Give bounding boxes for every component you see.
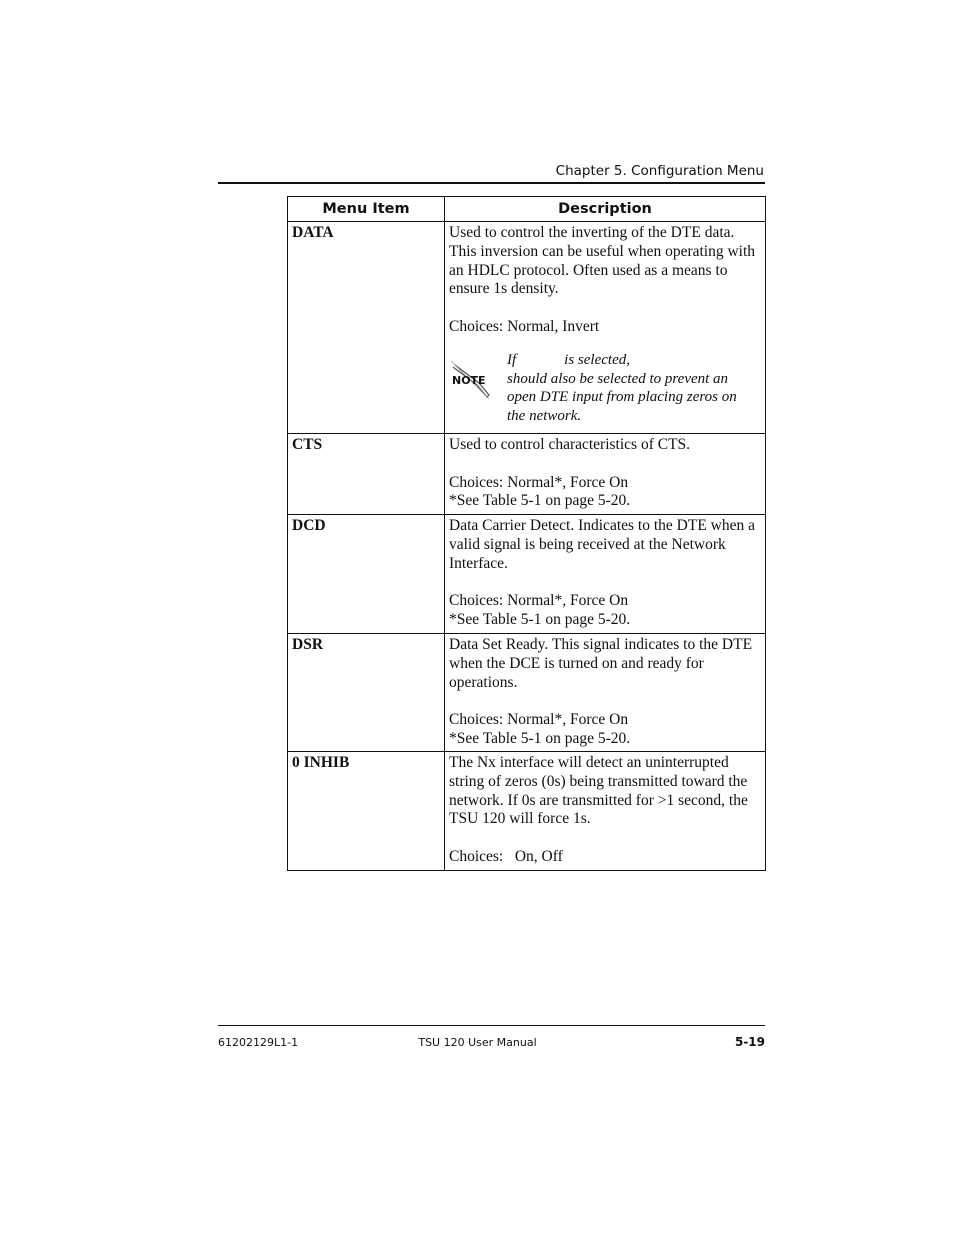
note-box [449,351,761,428]
table-row [288,752,766,871]
menu-item-dsr: DSR [288,634,445,752]
menu-item-dcd: DCD [288,515,445,634]
note-text: If is selected, should also be selected to prevent an open DTE input from placing zeros on the network. [507,351,737,425]
choices-text: Choices: On, Off [449,847,563,865]
description-cell [445,752,766,871]
footer-rule [218,1025,765,1026]
footnote-text: *See Table 5-1 on page 5-20. [449,729,631,747]
table-header-row [288,197,766,222]
choices-text: Choices: Normal*, Force On [449,592,629,610]
table-row [288,634,766,752]
footnote-text: *See Table 5-1 on page 5-20. [449,492,631,510]
footnote-text: *See Table 5-1 on page 5-20. [449,610,631,628]
menu-table [287,196,766,871]
description-cell [445,515,766,634]
description-cell [445,222,766,434]
table-row [288,222,766,434]
manual-title: TSU 120 User Manual [418,1036,537,1049]
description-cell [445,634,766,752]
description-text: Data Carrier Detect. Indicates to the DTE when a valid signal is being received at the Network Interface. [449,517,755,572]
menu-item-cts: CTS [288,434,445,515]
chapter-header: Chapter 5. Configuration Menu [555,163,764,179]
choices-text: Choices: Normal*, Force On [449,473,629,491]
description-text: The Nx interface will detect an uninterrupted string of zeros (0s) being transmitted toward the network. If 0s are transmitted for >1 second, the TSU 120 will force 1s. [449,754,748,828]
table-row [288,434,766,515]
menu-item-data: DATA [288,222,445,434]
page-number: 5-19 [734,1035,765,1049]
description-text: Data Set Ready. This signal indicates to the DTE when the DCE is turned on and ready for operations. [449,636,753,691]
description-text: Used to control characteristics of CTS. [449,436,691,453]
header-rule [218,182,765,184]
svg-text:NOTE: NOTE [452,373,486,387]
choices-text: Choices: Normal, Invert [449,317,600,335]
description-cell [445,434,766,515]
column-header-menu-item: Menu Item [288,197,445,222]
column-header-description: Description [445,197,766,222]
choices-text: Choices: Normal*, Force On [449,711,629,729]
table-row [288,515,766,634]
document-number: 61202129L1-1 [218,1036,299,1049]
description-text: Used to control the inverting of the DTE data. This inversion can be useful when operating with an HDLC protocol. Often used as a means to ensure 1s density. [449,224,756,298]
menu-item-0-inhib: 0 INHIB [288,752,445,871]
note-icon [449,351,507,407]
